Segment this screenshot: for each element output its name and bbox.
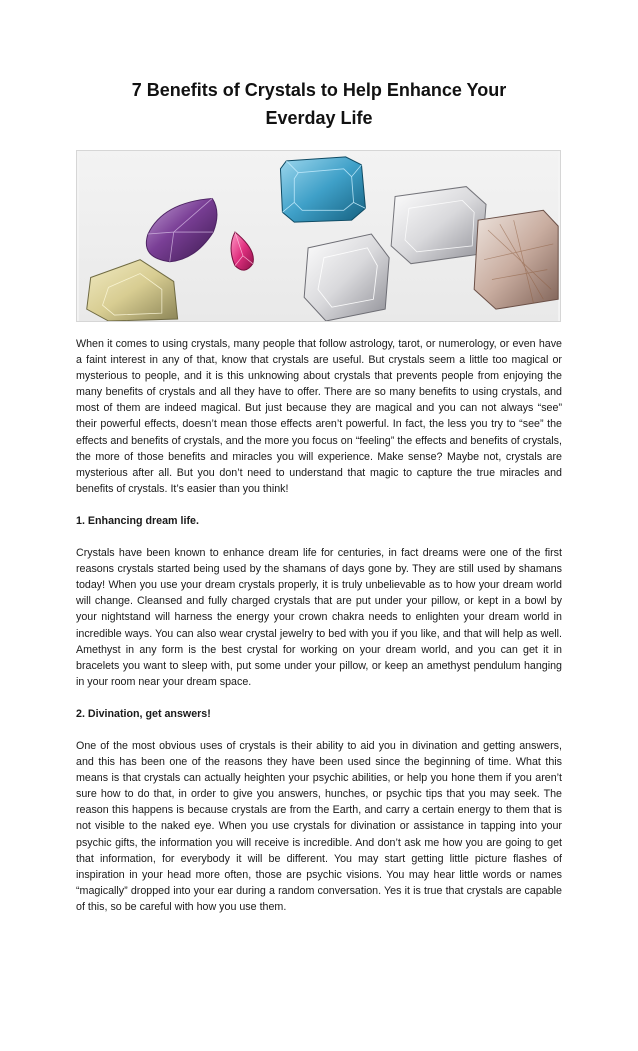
blue-topaz-crystal	[280, 157, 365, 222]
intro-paragraph: When it comes to using crystals, many people that follow astrology, tarot, or numerology, or even have a faint interest in any of that, know that crystals are useful. But crystals seem a little too magical or mysterious to people, and it is this unknowing about crystals that prevents people from enjoying the many benefits of crystals and all they have to offer. There are so many benefits to using crystals, and most of them are indeed magical. But just because they are magical and you can not always “see” their powerful effects, doesn’t mean those effects aren’t powerful. In fact, the less you try to “see” the effects and benefits of crystals, and the more you focus on “feeling” the effects and benefits of crystals, the more of those benefits and miracles you will experience. Make sense? Maybe not, crystals are mysterious after all. But you don’t need to understand that magic to capture the true miracles and benefits of crystals. It’s easier than you think!	[76, 338, 562, 495]
section-paragraph-divination: One of the most obvious uses of crystals is their ability to aid you in divination and getting answers, and this has been one of the reasons they have been used since the beginning of time. What this means is that crystals can actually heighten your psychic abilities, or help you hone them if you aren’t sure how to do that, in order to give you answers, hunches, or psychic tips that you may seek. The reason this happens is because crystals are from the Earth, and carry a certain energy to them that is not visible to the naked eye. When you use crystals for divination or assistance in tapping into your psychic gifts, the information you will receive is incredible. And don’t ask me how you are going to get that information, for everybody it will be different. You may start getting little picture flashes of inspiration in your head more often, those are psychic visions. You may hear little words or names “magically” dropped into your ear during a random conversation. Yes it is true that crystals are capable of this, so be careful with how you use them.	[76, 739, 562, 913]
section-paragraph-dream-life: Crystals have been known to enhance dream life for centuries, in fact dreams were one of the first reasons crystals started being used by the shamans of days gone by. They are still used by shamans today! When you use your dream crystals properly, it is truly unbelievable as to how your dream world will change. Cleansed and fully charged crystals that are put under your pillow, or kept in a bowl by your nightstand will harness the energy your crown chakra needs to enlighten your dream world in incredible ways. You can also wear crystal jewelry to bed with you if you like, and that will help as well. Amethyst in any form is the best crystal for working on your dream world, and you can get it in bracelets you want to sleep with, put some under your pillow, or keep an amethyst pendulum hanging in your room near your dream space.	[76, 547, 562, 688]
quartz-block-crystal	[391, 187, 486, 264]
title-line-1: 7 Benefits of Crystals to Help Enhance Your	[131, 80, 507, 100]
article-body	[76, 336, 562, 915]
section-heading-divination: 2. Divination, get answers!	[76, 707, 211, 720]
title-line-2: Everday Life	[265, 108, 373, 128]
crystals-photo	[76, 150, 561, 322]
rutilated-quartz-crystal	[474, 210, 558, 309]
section-heading-dream-life: 1. Enhancing dream life.	[76, 514, 199, 527]
page-title	[78, 76, 560, 132]
clear-quartz-crystal	[304, 234, 389, 321]
crystals-illustration	[77, 151, 560, 321]
